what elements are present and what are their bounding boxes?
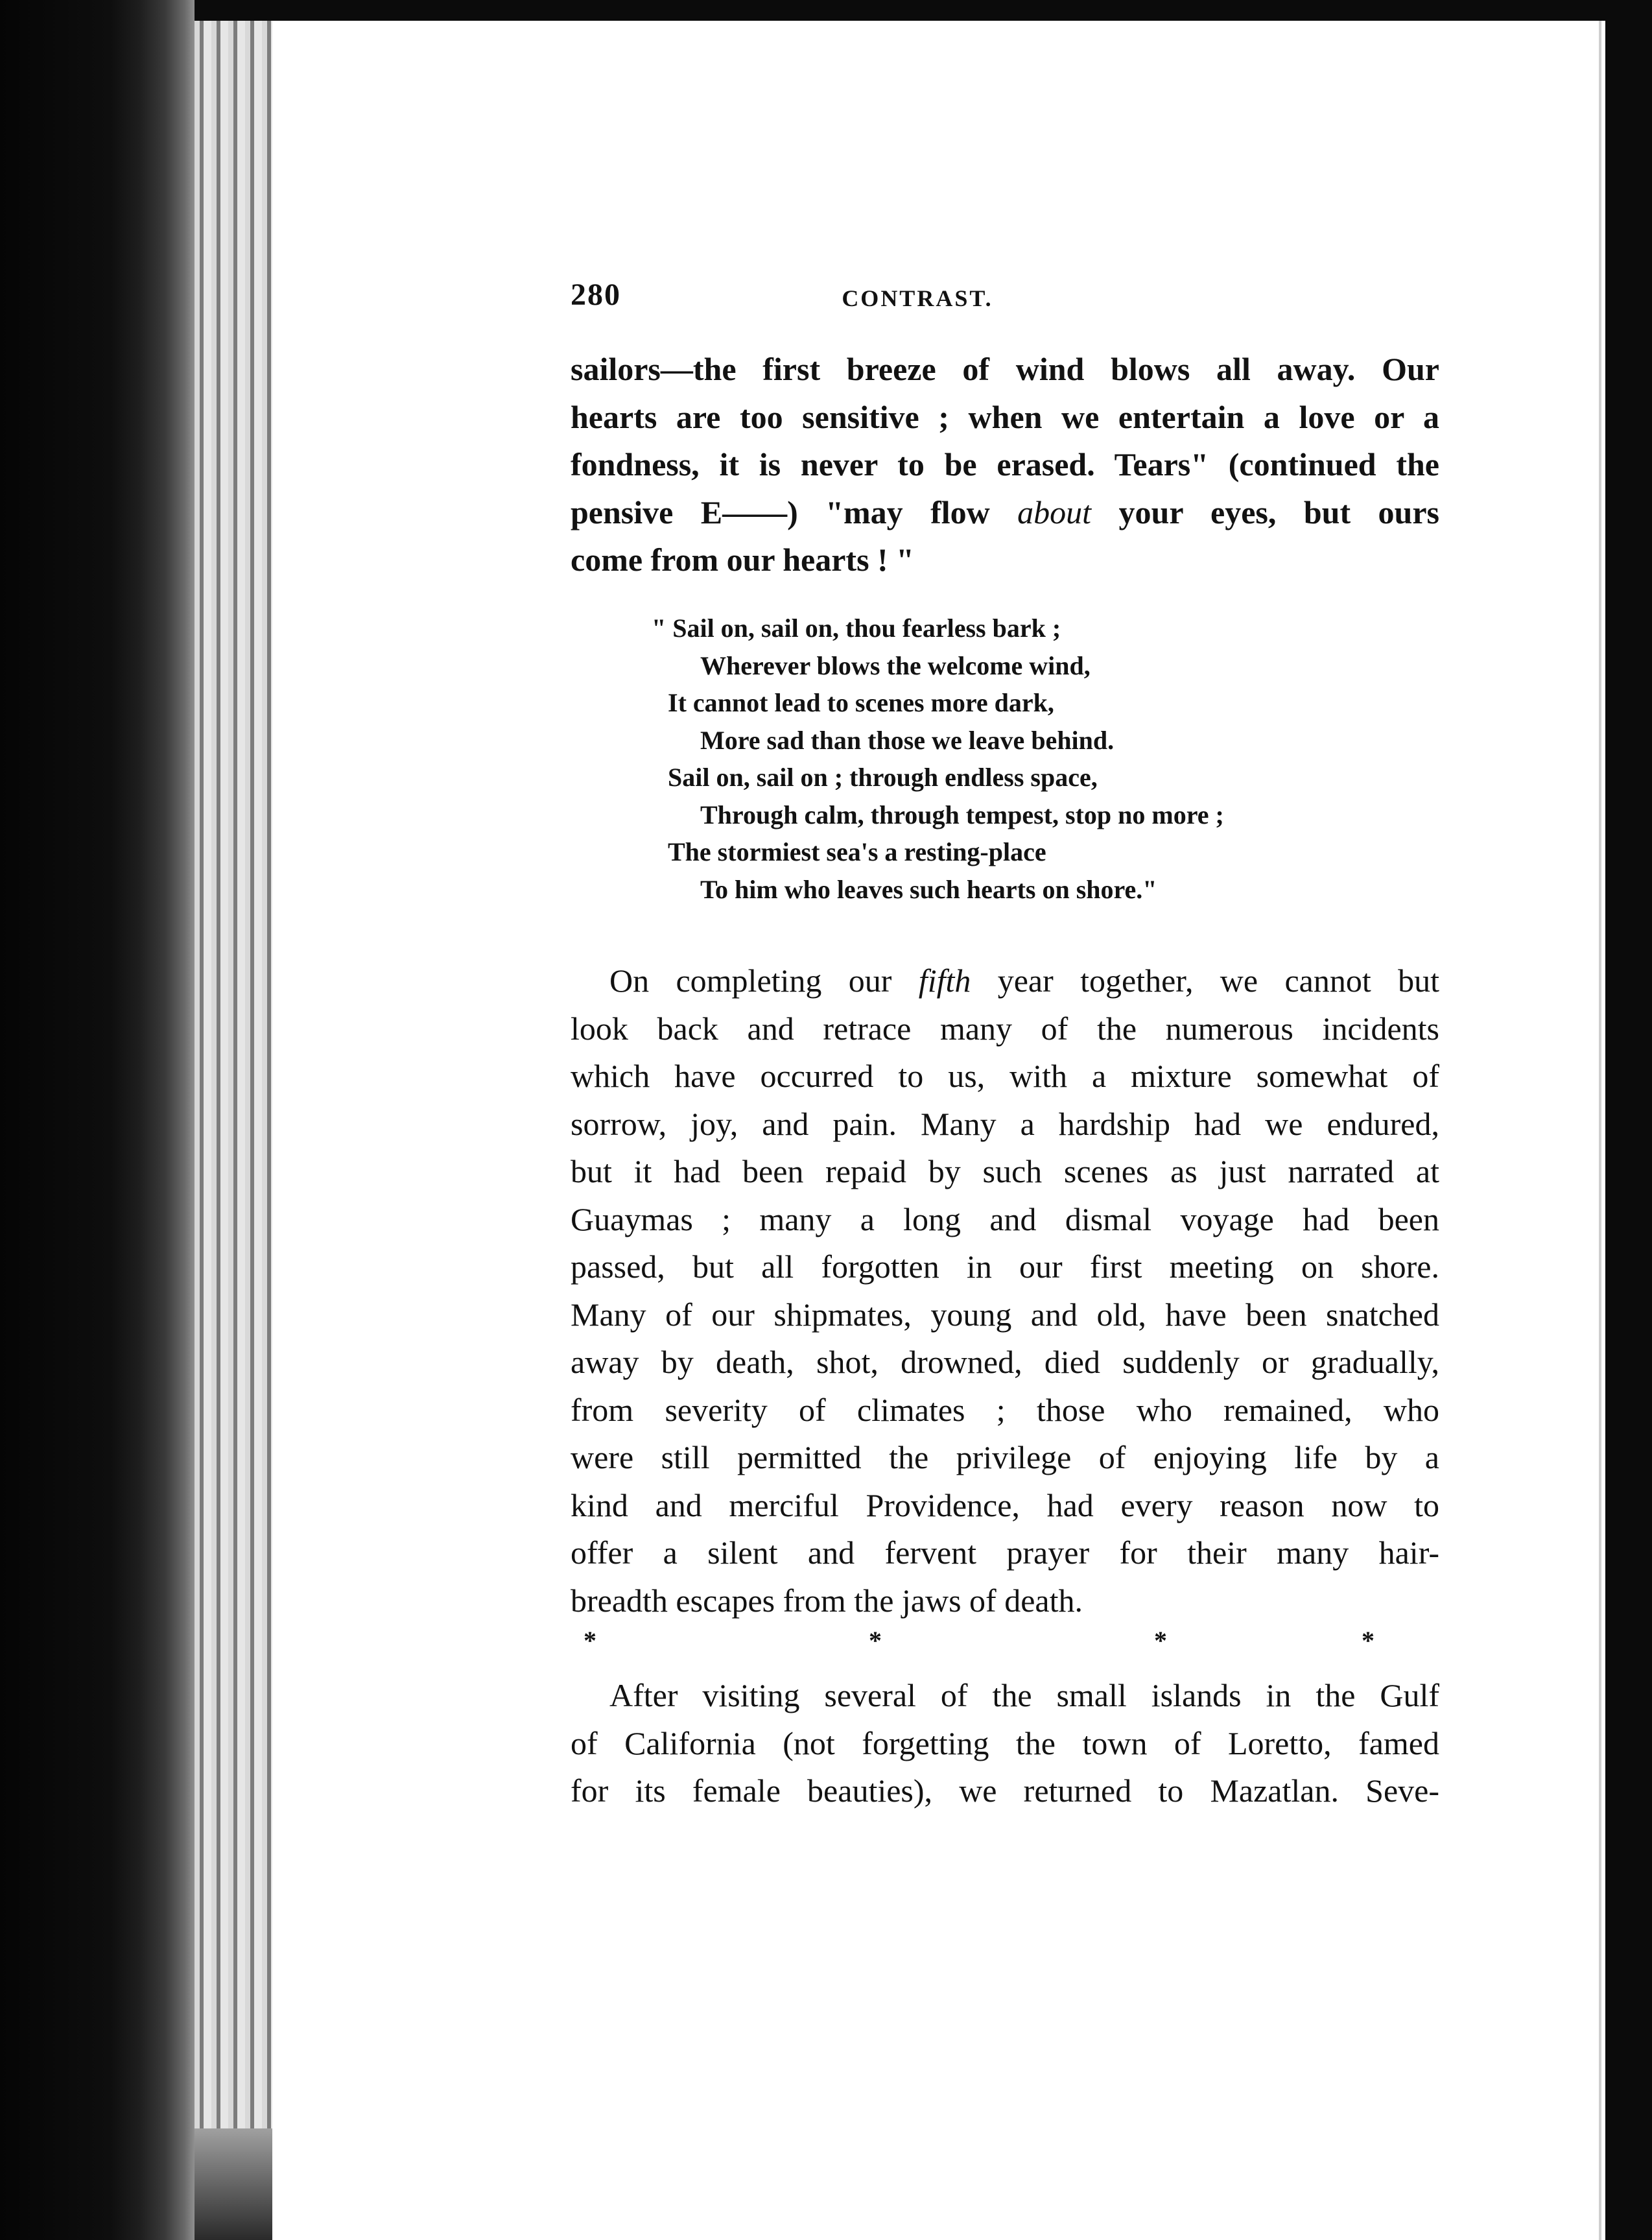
page-header — [571, 272, 1439, 318]
text-segment: On completing our — [609, 962, 919, 999]
poem-quotation — [652, 610, 1381, 908]
poem-line: Through calm, through tempest, stop no more ; — [700, 800, 1224, 829]
text-line: breadth escapes from the jaws of death. — [571, 1582, 1083, 1619]
text-line: fondness, it is never to be erased. Tears" (continued the — [571, 446, 1439, 483]
scan-right-edge-line — [1599, 21, 1601, 2240]
text-segment: year together, we cannot but — [971, 962, 1439, 999]
scan-right-border — [1605, 0, 1652, 2240]
emphasis-about: about — [1017, 494, 1092, 530]
text-line — [571, 957, 1439, 1005]
page-number: 280 — [571, 278, 621, 312]
section-break-stars — [571, 1625, 1439, 1664]
poem-line: To him who leaves such hearts on shore." — [700, 874, 1157, 904]
text-line: Many of our shipmates, young and old, have been snatched — [571, 1296, 1439, 1333]
paragraph-continued — [571, 346, 1439, 584]
poem-line: The stormiest sea's a resting-place — [668, 837, 1046, 866]
book-spine-shadow — [0, 0, 195, 2240]
emphasis-fifth: fifth — [918, 962, 971, 999]
text-line: which have occurred to us, with a mixture somewhat of — [571, 1058, 1439, 1094]
text-line: sailors—the first breeze of wind blows all away. Our — [571, 351, 1439, 387]
star-ornament: * — [584, 1626, 596, 1655]
text-line: Guaymas ; many a long and dismal voyage had been — [571, 1200, 1439, 1237]
text-line: of California (not forgetting the town of Loretto, famed — [571, 1724, 1439, 1761]
text-line: offer a silent and fervent prayer for their many hair- — [571, 1534, 1439, 1571]
paragraph-gulf-of-california — [571, 1672, 1439, 1815]
text-line: After visiting several of the small islands in the Gulf — [609, 1677, 1439, 1713]
text-line: kind and merciful Providence, had every reason now to — [571, 1486, 1439, 1523]
text-line: but it had been repaid by such scenes as just narrated at — [571, 1153, 1439, 1189]
poem-line: Sail on, sail on ; through endless space, — [668, 763, 1098, 792]
page-edges-stack — [195, 21, 272, 2128]
text-line: look back and retrace many of the numerous incidents — [571, 1010, 1439, 1047]
text-line: sorrow, joy, and pain. Many a hardship had we endured, — [571, 1105, 1439, 1142]
poem-line: More sad than those we leave behind. — [700, 725, 1115, 755]
text-line: from severity of climates ; those who remained, who — [571, 1391, 1439, 1428]
text-segment: your eyes, but ours — [1091, 494, 1439, 530]
page-edges-bottom — [195, 2128, 272, 2240]
poem-line: " Sail on, sail on, thou fearless bark ; — [652, 614, 1061, 643]
running-head: CONTRAST. — [842, 285, 993, 311]
scan-top-border — [0, 0, 1652, 21]
text-line: for its female beauties), we returned to Mazatlan. Seve- — [571, 1772, 1439, 1809]
text-line: away by death, shot, drowned, died suddenly or gradually, — [571, 1344, 1439, 1380]
poem-line: Wherever blows the welcome wind, — [700, 650, 1091, 680]
poem-line: It cannot lead to scenes more dark, — [668, 688, 1054, 717]
text-line: hearts are too sensitive ; when we entertain a love or a — [571, 398, 1439, 435]
text-line: were still permitted the privilege of enjoying life by a — [571, 1439, 1439, 1475]
text-line: passed, but all forgotten in our first meeting on shore. — [571, 1248, 1439, 1285]
text-line: come from our hearts ! " — [571, 542, 914, 578]
text-segment: pensive E——) "may flow — [571, 494, 1018, 530]
star-ornament: * — [869, 1626, 882, 1655]
paragraph-fifth-year — [571, 957, 1439, 1625]
star-ornament: * — [1362, 1626, 1375, 1655]
text-line — [571, 489, 1439, 537]
star-ornament: * — [1154, 1626, 1167, 1655]
